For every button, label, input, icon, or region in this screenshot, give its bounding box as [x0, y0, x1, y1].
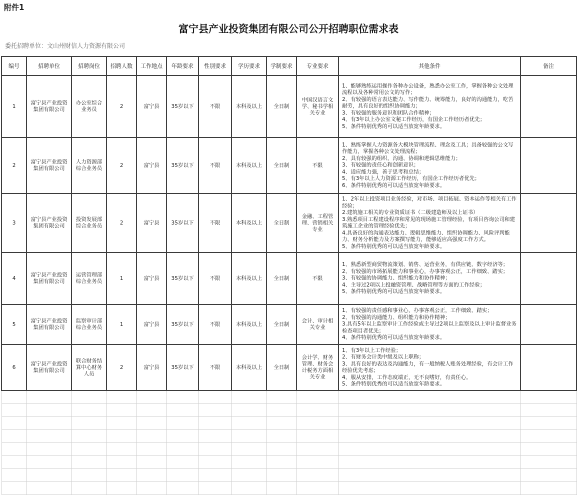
blank-cell: [267, 482, 297, 495]
blank-cell: [232, 391, 267, 404]
condition-item: 5、有3年以上人力资源工作经历，有国企工作经历者优先；: [342, 175, 480, 182]
blank-cell: [137, 456, 167, 469]
cell-number: 4: [2, 253, 27, 305]
table-row: [2, 305, 577, 345]
condition-item: 4、适应能力强，善于思考和总结；: [342, 168, 425, 175]
blank-cell: [107, 443, 137, 456]
cell-major-requirement: 会计、审计相关专业: [297, 305, 339, 345]
blank-cell: [72, 456, 107, 469]
cell-recruiting-unit: 富宁县产业投资集团有限公司: [27, 194, 72, 253]
cell-number: 2: [2, 138, 27, 194]
condition-item: 1、熟悉新型商贸物流策划、销售、运营业务，有供应链、数字经济等；: [342, 261, 509, 268]
blank-cell: [267, 443, 297, 456]
condition-item: 3、有较强的责任心和创新意识；: [342, 162, 419, 169]
blank-cell: [267, 417, 297, 430]
cell-education-requirement: 本科及以上: [232, 253, 267, 305]
blank-cell: [199, 430, 232, 443]
blank-cell: [137, 482, 167, 495]
cell-schooling-requirement: 全日制: [267, 194, 297, 253]
condition-item: 1、有3年以上工作经验；: [342, 347, 402, 354]
blank-cell: [521, 404, 577, 417]
blank-cell: [2, 456, 27, 469]
blank-cell: [27, 404, 72, 417]
cell-position: 联合财务结算中心财务人员: [72, 345, 107, 391]
blank-cell: [297, 443, 339, 456]
blank-cell: [137, 391, 167, 404]
condition-item: 6、条件特别优秀的可以适当放宽年龄要求。: [342, 182, 446, 189]
blank-cell: [2, 482, 27, 495]
blank-cell: [27, 443, 72, 456]
header-schooling-requirement: 学制要求: [267, 57, 297, 76]
blank-cell: [107, 404, 137, 417]
blank-cell: [521, 391, 577, 404]
condition-item: 5、条件特别优秀的可以适当放宽年龄要求。: [342, 243, 446, 250]
condition-item: 2、有较强的市场拓展能力和事业心，办事客观公正，工作细致、踏实；: [342, 268, 509, 275]
condition-item: 3、有较强的服务意识和团队合作精神；: [342, 109, 435, 116]
blank-cell: [199, 482, 232, 495]
blank-cell: [521, 482, 577, 495]
page-title: 富宁县产业投资集团有限公司公开招聘职位需求表: [178, 23, 399, 35]
blank-cell: [267, 391, 297, 404]
cell-education-requirement: 本科及以上: [232, 138, 267, 194]
cell-age-requirement: 35岁以下: [167, 345, 199, 391]
cell-remarks: [521, 76, 577, 138]
blank-cell: [72, 417, 107, 430]
blank-cell: [297, 469, 339, 482]
blank-cell: [297, 430, 339, 443]
blank-row: [2, 417, 577, 430]
commissioning-unit-note: 委托招聘单位：文山州财信人力资源有限公司: [5, 42, 126, 50]
condition-item: 5、条件特别优秀的可以适当放宽年龄要求。: [342, 123, 446, 130]
blank-row: [2, 482, 577, 495]
condition-item: 5、条件特别优秀的可以适当放宽年龄要求。: [342, 288, 446, 295]
blank-cell: [137, 417, 167, 430]
cell-remarks: [521, 345, 577, 391]
header-age-requirement: 年龄要求: [167, 57, 199, 76]
blank-cell: [297, 391, 339, 404]
blank-cell: [199, 443, 232, 456]
condition-item: 2、具有较强的组织、沟通、协调和逻辑思维能力；: [342, 155, 461, 162]
condition-item: 4、有3年以上办公室文秘工作经历，有国企工作经历者优先；: [342, 116, 486, 123]
blank-cell: [339, 391, 521, 404]
blank-cell: [107, 482, 137, 495]
cell-recruiting-unit: 富宁县产业投资集团有限公司: [27, 345, 72, 391]
cell-major-requirement: 金融、工程管理、营销相关专业: [297, 194, 339, 253]
blank-cell: [2, 404, 27, 417]
blank-cell: [521, 469, 577, 482]
header-headcount: 招聘人数: [107, 57, 137, 76]
blank-cell: [267, 456, 297, 469]
blank-cell: [27, 417, 72, 430]
cell-other-conditions: [339, 138, 521, 194]
cell-remarks: [521, 253, 577, 305]
cell-schooling-requirement: 全日制: [267, 345, 297, 391]
condition-item: 3.具有5年以上监察审计工作经验或主导过2项以上监察及以上审计监督业务检查项目者优先；: [342, 321, 517, 334]
cell-headcount: 2: [107, 194, 137, 253]
blank-cell: [199, 391, 232, 404]
cell-other-conditions: [339, 76, 521, 138]
cell-recruiting-unit: 富宁县产业投资集团有限公司: [27, 138, 72, 194]
blank-cell: [339, 456, 521, 469]
cell-major-requirement: 不限: [297, 138, 339, 194]
cell-recruiting-unit: 富宁县产业投资集团有限公司: [27, 253, 72, 305]
blank-cell: [267, 404, 297, 417]
blank-cell: [72, 391, 107, 404]
blank-cell: [107, 391, 137, 404]
cell-schooling-requirement: 全日制: [267, 305, 297, 345]
blank-cell: [167, 391, 199, 404]
blank-cell: [232, 404, 267, 417]
cell-work-location: 富宁县: [137, 138, 167, 194]
cell-major-requirement: 会计学、财务管理、财务会计税务方面相关专业: [297, 345, 339, 391]
cell-schooling-requirement: 全日制: [267, 138, 297, 194]
attachment-label: 附件1: [4, 3, 25, 12]
blank-cell: [167, 417, 199, 430]
table-row: [2, 345, 577, 391]
cell-headcount: 2: [107, 345, 137, 391]
blank-cell: [167, 456, 199, 469]
blank-cell: [72, 482, 107, 495]
cell-number: 5: [2, 305, 27, 345]
cell-education-requirement: 本科及以上: [232, 76, 267, 138]
blank-cell: [2, 417, 27, 430]
blank-cell: [521, 417, 577, 430]
cell-number: 6: [2, 345, 27, 391]
blank-cell: [297, 417, 339, 430]
cell-gender-requirement: 不限: [199, 138, 232, 194]
cell-gender-requirement: 不限: [199, 76, 232, 138]
cell-recruiting-unit: 富宁县产业投资集团有限公司: [27, 76, 72, 138]
blank-cell: [521, 430, 577, 443]
blank-cell: [199, 417, 232, 430]
blank-cell: [167, 482, 199, 495]
blank-cell: [199, 456, 232, 469]
blank-cell: [232, 456, 267, 469]
condition-item: 1、能够熟练运用操作各种办公设备，熟悉办公室工作，掌握各种公文处理流程以及各种常用公文的写作；: [342, 82, 514, 96]
table-row: [2, 194, 577, 253]
blank-cell: [2, 391, 27, 404]
blank-cell: [2, 443, 27, 456]
condition-item: 4、条件特别优秀的可以适当放宽年龄要求。: [342, 334, 446, 341]
condition-item: 4.具备良好的沟通表达能力、逻辑思维能力、组织协调能力、风险评判能力、财务分析能力及方案撰写能力，能够适应高强度工作方式。: [342, 229, 510, 243]
blank-cell: [199, 404, 232, 417]
cell-gender-requirement: 不限: [199, 345, 232, 391]
cell-recruiting-unit: 富宁县产业投资集团有限公司: [27, 305, 72, 345]
blank-cell: [267, 469, 297, 482]
blank-row: [2, 404, 577, 417]
table-row: [2, 138, 577, 194]
cell-age-requirement: 35岁以下: [167, 76, 199, 138]
cell-remarks: [521, 194, 577, 253]
blank-cell: [232, 482, 267, 495]
blank-cell: [167, 404, 199, 417]
table-row: [2, 253, 577, 305]
blank-row: [2, 430, 577, 443]
cell-headcount: 1: [107, 253, 137, 305]
cell-schooling-requirement: 全日制: [267, 76, 297, 138]
cell-schooling-requirement: 全日制: [267, 253, 297, 305]
header-education-requirement: 学历要求: [232, 57, 267, 76]
blank-cell: [521, 443, 577, 456]
cell-number: 1: [2, 76, 27, 138]
blank-cell: [2, 430, 27, 443]
blank-cell: [107, 417, 137, 430]
cell-headcount: 2: [107, 76, 137, 138]
condition-item: 2、有财务会计类中级及以上职称；: [342, 354, 425, 360]
blank-cell: [107, 430, 137, 443]
blank-cell: [339, 417, 521, 430]
cell-work-location: 富宁县: [137, 345, 167, 391]
blank-cell: [72, 469, 107, 482]
blank-cell: [167, 469, 199, 482]
cell-other-conditions: [339, 345, 521, 391]
blank-cell: [232, 417, 267, 430]
blank-cell: [27, 430, 72, 443]
header-other-conditions: 其他条件: [339, 57, 521, 76]
blank-cell: [137, 443, 167, 456]
blank-cell: [339, 430, 521, 443]
cell-position: 投资发展部综合业务员: [72, 194, 107, 253]
blank-cell: [339, 469, 521, 482]
condition-item: 3、具有良好的表达及沟通能力，有一般纳税人账务处理经验，有会计工作经验优先考虑；: [342, 360, 514, 374]
blank-cell: [72, 404, 107, 417]
blank-cell: [339, 443, 521, 456]
cell-work-location: 富宁县: [137, 194, 167, 253]
condition-item: 1、熟练掌握人力资源各大模块管理流程、理念及工具；具备较强的公文写作能力，掌握各种公文处理流程；: [342, 141, 514, 155]
blank-cell: [72, 430, 107, 443]
cell-remarks: [521, 305, 577, 345]
header-gender-requirement: 性别要求: [199, 57, 232, 76]
cell-education-requirement: 本科及以上: [232, 194, 267, 253]
cell-other-conditions: [339, 305, 521, 345]
blank-cell: [232, 443, 267, 456]
condition-item: 2、有较强的沟通能力、组织能力和协作精神；: [342, 314, 451, 321]
cell-other-conditions: [339, 253, 521, 305]
blank-row: [2, 456, 577, 469]
condition-item: 3、有较强的协调能力、组织能力和协作精神；: [342, 275, 451, 282]
table-row: [2, 76, 577, 138]
cell-major-requirement: 中国汉语言文学、秘书学相关专业: [297, 76, 339, 138]
blank-cell: [339, 482, 521, 495]
cell-position: 人力资源部综合业务员: [72, 138, 107, 194]
cell-age-requirement: 35岁以下: [167, 194, 199, 253]
blank-cell: [297, 456, 339, 469]
cell-headcount: 1: [107, 305, 137, 345]
blank-cell: [2, 469, 27, 482]
header-recruiting-unit: 招聘单位: [27, 57, 72, 76]
blank-cell: [137, 430, 167, 443]
blank-cell: [27, 482, 72, 495]
cell-age-requirement: 35岁以下: [167, 138, 199, 194]
cell-position: 办公室综合业务员: [72, 76, 107, 138]
cell-position: 运营管理部综合业务员: [72, 253, 107, 305]
cell-remarks: [521, 138, 577, 194]
cell-work-location: 富宁县: [137, 305, 167, 345]
blank-cell: [107, 469, 137, 482]
blank-cell: [167, 430, 199, 443]
condition-item: 1、有较强的责任感和事业心，办事客观公正，工作细致、踏实；: [342, 307, 493, 314]
header-work-location: 工作地点: [137, 57, 167, 76]
blank-row: [2, 469, 577, 482]
cell-education-requirement: 本科及以上: [232, 305, 267, 345]
header-major-requirement: 专业要求: [297, 57, 339, 76]
condition-item: 4、主导过2项以上投融资管理、战略管理等方面的工作经验；: [342, 281, 486, 288]
blank-cell: [72, 443, 107, 456]
condition-item: 2.建筑施工相关的专业资质证书（二级建造师及以上证书）: [342, 209, 479, 216]
cell-number: 3: [2, 194, 27, 253]
condition-item: 4、服从安排，工作态度端正，无不良嗜好，有责任心。: [342, 374, 472, 381]
blank-cell: [297, 404, 339, 417]
table-header-row: [2, 57, 577, 76]
blank-cell: [232, 469, 267, 482]
cell-headcount: 2: [107, 138, 137, 194]
cell-gender-requirement: 不限: [199, 253, 232, 305]
cell-work-location: 富宁县: [137, 76, 167, 138]
header-number: 编号: [2, 57, 27, 76]
condition-item: 3.熟悉项目工程建设程序和常见的现场施工管理经验，有项目咨询公司和建筑施工企业的管理经验优先；: [342, 216, 516, 229]
cell-position: 监察审计部综合业务员: [72, 305, 107, 345]
condition-item: 5、条件特别优秀的可以适当放宽年龄要求。: [342, 381, 446, 387]
cell-age-requirement: 35岁以下: [167, 305, 199, 345]
blank-cell: [107, 456, 137, 469]
condition-item: 1、2年以上投资项目业务经验，对市场、项目拓展、资本运作等相关有工作经验；: [342, 196, 517, 209]
cell-work-location: 富宁县: [137, 253, 167, 305]
cell-age-requirement: 35岁以下: [167, 253, 199, 305]
cell-gender-requirement: 不限: [199, 305, 232, 345]
cell-other-conditions: [339, 194, 521, 253]
job-requirements-table: [1, 56, 577, 495]
cell-education-requirement: 本科及以上: [232, 345, 267, 391]
blank-cell: [199, 469, 232, 482]
condition-item: 2、有较强的语言表达能力、写作能力、统筹能力，良好的沟通能力，吃苦耐劳，具有良好的组织协调能力；: [342, 96, 514, 110]
table-body: [2, 76, 577, 495]
blank-cell: [27, 391, 72, 404]
header-remarks: 备注: [521, 57, 577, 76]
blank-cell: [27, 456, 72, 469]
blank-cell: [297, 482, 339, 495]
cell-major-requirement: 不限: [297, 253, 339, 305]
blank-cell: [137, 469, 167, 482]
blank-row: [2, 443, 577, 456]
blank-cell: [521, 456, 577, 469]
blank-cell: [232, 430, 267, 443]
cell-gender-requirement: 不限: [199, 194, 232, 253]
blank-cell: [167, 443, 199, 456]
blank-cell: [27, 469, 72, 482]
blank-cell: [267, 430, 297, 443]
blank-cell: [339, 404, 521, 417]
blank-cell: [137, 404, 167, 417]
blank-row: [2, 391, 577, 404]
header-position: 招聘岗位: [72, 57, 107, 76]
